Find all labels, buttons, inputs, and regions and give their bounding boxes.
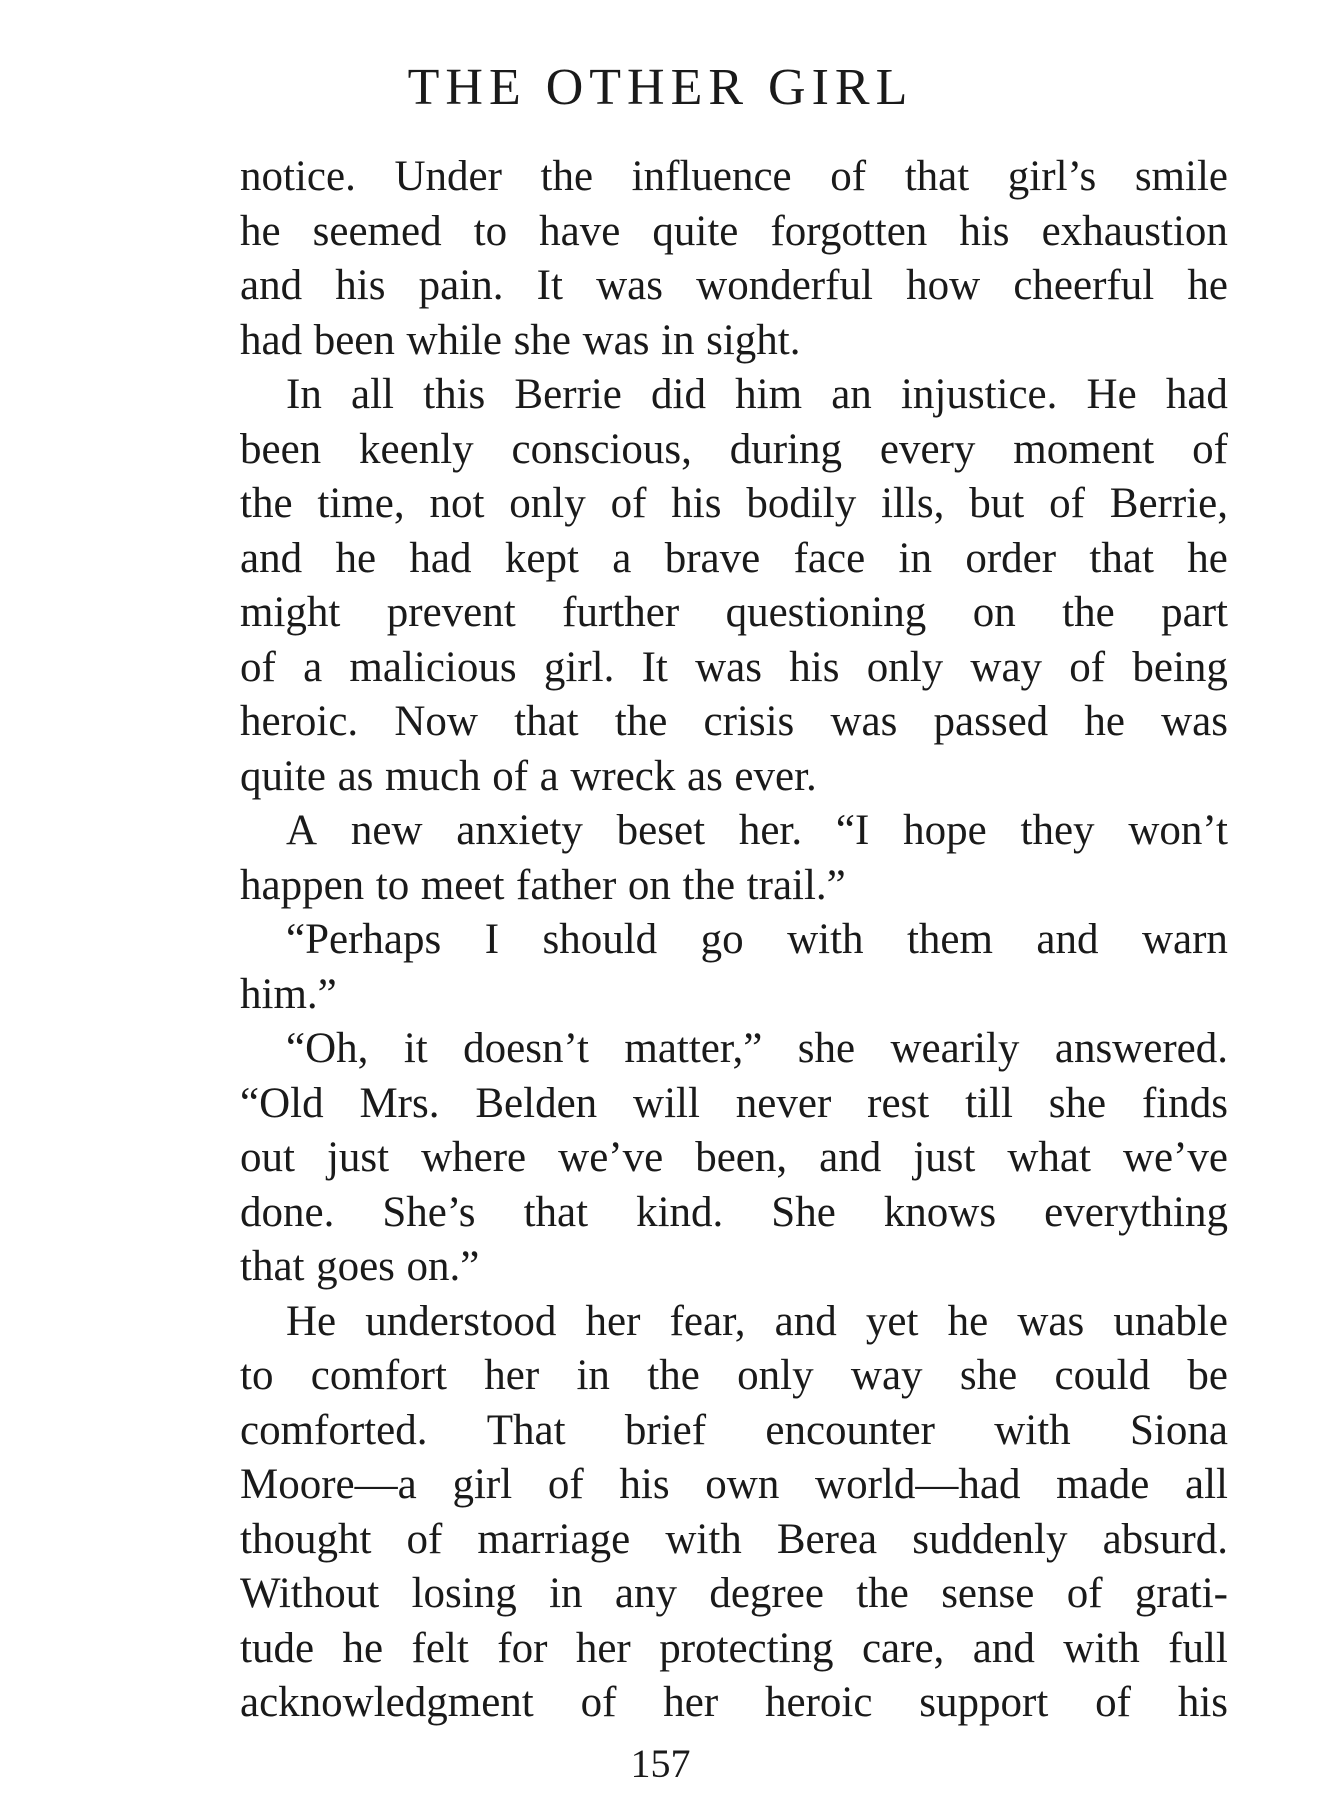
word: all	[350, 371, 394, 418]
word: further	[562, 589, 680, 636]
word: till	[965, 1079, 1013, 1127]
word: could	[1054, 1352, 1151, 1399]
word: her	[663, 1679, 719, 1726]
word: he	[335, 534, 377, 582]
word: degree	[709, 1570, 824, 1617]
word: will	[633, 1079, 700, 1127]
word: did	[651, 371, 706, 418]
text-line	[240, 314, 1228, 369]
word: of	[406, 1515, 443, 1563]
text-line	[240, 1567, 1228, 1622]
word: Under	[394, 153, 502, 200]
word: girl	[452, 1461, 513, 1508]
word: in	[661, 316, 695, 364]
word: and	[240, 534, 303, 582]
word: comforted.	[240, 1406, 428, 1454]
word: of	[610, 480, 647, 527]
word: during	[729, 425, 843, 473]
word: was	[695, 643, 762, 691]
word: of	[492, 752, 529, 800]
word: out	[240, 1134, 295, 1181]
word: sight.	[706, 316, 801, 364]
word: that	[523, 1188, 589, 1236]
word: it	[403, 1025, 428, 1072]
word: fear,	[669, 1297, 746, 1345]
text-line	[240, 804, 1228, 859]
word: heroic.	[240, 698, 359, 745]
text-line	[240, 859, 1228, 914]
text-line	[240, 259, 1228, 314]
word: them	[906, 916, 993, 963]
word: thought	[240, 1515, 372, 1563]
word: understood	[365, 1297, 557, 1345]
word: girl’s	[1007, 153, 1097, 200]
word: absurd.	[1102, 1515, 1228, 1563]
word: goes	[316, 1243, 395, 1290]
text-line	[240, 1513, 1228, 1568]
word: He	[286, 1297, 337, 1345]
word: won’t	[1128, 807, 1228, 854]
word: of	[1049, 480, 1085, 527]
word: of	[580, 1679, 617, 1726]
word: of	[1192, 425, 1228, 473]
word: the	[614, 698, 668, 745]
word: kind.	[636, 1188, 724, 1236]
text-line	[240, 1077, 1228, 1132]
text-line	[240, 1186, 1228, 1241]
word: to	[240, 1352, 274, 1399]
word: and	[1036, 916, 1099, 963]
word: him.”	[240, 970, 337, 1018]
word: and	[819, 1134, 882, 1181]
word: the	[856, 1570, 909, 1617]
word: only	[509, 480, 586, 527]
word: his	[959, 207, 1010, 255]
word: go	[700, 916, 744, 963]
word: her	[585, 1297, 641, 1345]
word: for	[497, 1624, 548, 1672]
word: on.”	[406, 1243, 480, 1290]
word: every	[879, 425, 976, 473]
word: and	[972, 1624, 1035, 1672]
word: brave	[664, 534, 761, 582]
word: comfort	[310, 1352, 447, 1399]
word: he	[342, 1624, 384, 1672]
word: in	[549, 1570, 583, 1617]
word: his	[671, 480, 722, 527]
word: support	[919, 1679, 1049, 1726]
word: her.	[738, 807, 803, 854]
word: of	[547, 1461, 584, 1508]
word: ever.	[734, 752, 817, 800]
word: injustice.	[900, 371, 1058, 418]
word: only	[737, 1352, 814, 1399]
word: that	[514, 698, 579, 745]
word: had	[1165, 371, 1228, 418]
word: grati-	[1134, 1570, 1228, 1617]
word: own	[705, 1461, 780, 1508]
word: It	[536, 262, 563, 309]
word: girl.	[543, 643, 615, 691]
word: wonderful	[696, 262, 873, 309]
word: on	[972, 589, 1016, 636]
word: she	[513, 316, 571, 364]
word: A	[286, 807, 318, 854]
word: bodily	[746, 480, 857, 527]
word: matter,”	[624, 1025, 763, 1072]
word: that	[904, 153, 970, 200]
text-line	[240, 1131, 1228, 1186]
word: made	[1056, 1461, 1150, 1508]
word: her	[575, 1624, 631, 1672]
word: but	[969, 480, 1025, 527]
word: ills,	[881, 480, 945, 527]
word: was	[1017, 1297, 1085, 1345]
word: an	[831, 371, 872, 418]
word: with	[665, 1515, 742, 1563]
word: face	[793, 534, 866, 582]
text-line	[240, 641, 1228, 696]
word: protecting	[659, 1624, 834, 1672]
word: “Perhaps	[286, 916, 442, 963]
word: we’ve	[1122, 1134, 1228, 1181]
word: anxiety	[456, 807, 583, 854]
word: way	[850, 1352, 923, 1399]
word: should	[542, 916, 658, 963]
word: Moore—a	[240, 1461, 417, 1508]
word: sense	[941, 1570, 1035, 1617]
word: of	[240, 643, 276, 691]
word: Berrie,	[1109, 480, 1228, 527]
word: exhaustion	[1041, 207, 1228, 255]
word: Belden	[475, 1079, 598, 1127]
word: He	[1086, 371, 1137, 418]
word: wreck	[570, 752, 676, 800]
word: encounter	[765, 1406, 935, 1454]
running-head: THE OTHER GIRL	[407, 59, 914, 116]
word: with	[1063, 1624, 1140, 1672]
text-line	[240, 750, 1228, 805]
word: just	[913, 1134, 976, 1181]
text-line	[240, 1022, 1228, 1077]
text-line	[240, 968, 1228, 1023]
word: while	[406, 316, 503, 364]
word: marriage	[477, 1515, 631, 1563]
word: be	[1187, 1352, 1228, 1399]
word: a	[303, 643, 323, 691]
word: Berrie	[514, 371, 622, 418]
text-line	[240, 1404, 1228, 1459]
word: and	[240, 262, 303, 309]
word: order	[965, 534, 1057, 582]
word: time,	[317, 480, 405, 527]
word: of	[1095, 1679, 1131, 1726]
word: how	[906, 262, 981, 309]
word: finds	[1141, 1079, 1228, 1127]
word: have	[539, 207, 621, 255]
word: beset	[616, 807, 706, 854]
word: any	[614, 1570, 677, 1617]
word: not	[429, 480, 485, 527]
word: I	[484, 916, 500, 963]
word: all	[1184, 1461, 1228, 1508]
word: Berea	[776, 1515, 878, 1563]
word: That	[486, 1406, 566, 1454]
word: smile	[1134, 153, 1228, 200]
word: pain.	[418, 262, 504, 309]
word: She’s	[382, 1188, 476, 1236]
word: way	[970, 643, 1043, 691]
word: new	[350, 807, 423, 854]
word: might	[240, 589, 341, 636]
word: this	[423, 371, 486, 418]
word: the	[682, 861, 736, 909]
word: prevent	[386, 589, 516, 636]
text-line	[240, 1458, 1228, 1513]
word: wearily	[890, 1025, 1020, 1072]
word: a	[539, 752, 559, 800]
word: losing	[411, 1570, 517, 1617]
word: the	[540, 153, 594, 200]
word: him	[735, 371, 803, 418]
word: crisis	[703, 698, 795, 745]
text-line	[240, 423, 1228, 478]
word: the	[1062, 589, 1115, 636]
word: where	[421, 1134, 527, 1181]
word: moment	[1013, 425, 1155, 473]
word: to	[375, 861, 410, 909]
word: just	[326, 1134, 390, 1181]
word: been	[313, 316, 395, 364]
word: seemed	[312, 207, 442, 255]
word: with	[994, 1406, 1071, 1454]
word: kept	[504, 534, 579, 582]
word: to	[473, 207, 508, 255]
word: She	[771, 1188, 836, 1236]
word: felt	[411, 1624, 469, 1672]
word: part	[1161, 589, 1228, 636]
word: as	[337, 752, 374, 800]
word: she	[1048, 1079, 1107, 1127]
word: rest	[867, 1079, 930, 1127]
word: tude	[240, 1624, 315, 1672]
word: his	[335, 262, 386, 309]
word: passed	[933, 698, 1049, 745]
word: he	[240, 207, 281, 255]
word: yet	[865, 1297, 919, 1345]
word: malicious	[349, 643, 517, 691]
word: she	[797, 1025, 856, 1072]
word: being	[1132, 643, 1228, 691]
word: and	[774, 1297, 837, 1345]
text-line	[240, 477, 1228, 532]
word: knows	[883, 1188, 997, 1236]
word: hope	[903, 807, 987, 854]
word: they	[1020, 807, 1095, 854]
text-line	[240, 205, 1228, 260]
word: his	[1177, 1679, 1228, 1726]
text-line	[240, 1622, 1228, 1677]
word: in	[576, 1352, 610, 1399]
text-line	[240, 150, 1228, 205]
word: the	[647, 1352, 700, 1399]
word: what	[1007, 1134, 1091, 1181]
word: was	[830, 698, 898, 745]
word: quite	[652, 207, 739, 255]
word: never	[735, 1079, 832, 1127]
word: “Oh,	[286, 1025, 369, 1072]
text-line	[240, 1349, 1228, 1404]
word: cheerful	[1013, 262, 1155, 309]
word: keenly	[359, 425, 474, 473]
word: doesn’t	[463, 1025, 589, 1072]
word: meet	[420, 861, 505, 909]
word: had	[409, 534, 472, 582]
word: full	[1168, 1624, 1228, 1672]
word: heroic	[765, 1679, 873, 1726]
word: quite	[240, 752, 326, 800]
word: on	[627, 861, 671, 909]
word: of	[830, 153, 867, 200]
word: he	[1187, 534, 1228, 582]
word: with	[787, 916, 864, 963]
page-number: 157	[630, 1741, 691, 1786]
word: influence	[631, 153, 792, 200]
text-line	[240, 913, 1228, 968]
word: “I	[835, 807, 870, 854]
word: was	[596, 262, 663, 309]
word: his	[789, 643, 840, 691]
word: It	[641, 643, 668, 691]
word: done.	[240, 1188, 335, 1236]
word: he	[1084, 698, 1125, 745]
word: questioning	[725, 589, 927, 636]
word: forgotten	[770, 207, 928, 255]
word: conscious,	[511, 425, 692, 473]
word: “Old	[240, 1079, 324, 1127]
word: unable	[1113, 1297, 1228, 1345]
text-line	[240, 1240, 1228, 1295]
text-line	[240, 1676, 1228, 1731]
word: was	[582, 316, 650, 364]
word: the	[240, 480, 293, 527]
word: that	[1089, 534, 1154, 582]
word: care,	[861, 1624, 945, 1672]
word: that	[240, 1243, 305, 1290]
word: world—had	[815, 1461, 1021, 1508]
word: much	[385, 752, 481, 800]
word: In	[286, 371, 322, 418]
word: Now	[394, 698, 478, 745]
word: been	[240, 425, 322, 473]
text-line	[240, 695, 1228, 750]
word: Without	[240, 1570, 380, 1617]
text-line	[240, 368, 1228, 423]
word: everything	[1044, 1188, 1228, 1236]
word: he	[1187, 262, 1228, 309]
word: only	[866, 643, 944, 691]
word: her	[484, 1352, 540, 1399]
word: brief	[624, 1406, 707, 1454]
body-text	[240, 150, 1228, 1731]
word: was	[1161, 698, 1228, 745]
word: answered.	[1054, 1025, 1228, 1072]
word: he	[947, 1297, 989, 1345]
word: we’ve	[558, 1134, 664, 1181]
text-line	[240, 1295, 1228, 1350]
word: as	[686, 752, 723, 800]
word: Mrs.	[359, 1079, 440, 1127]
word: been,	[695, 1134, 788, 1181]
word: Siona	[1129, 1406, 1228, 1454]
word: of	[1069, 643, 1106, 691]
word: happen	[240, 861, 365, 909]
text-line	[240, 532, 1228, 587]
word: notice.	[240, 153, 356, 200]
word: she	[959, 1352, 1018, 1399]
word: of	[1066, 1570, 1103, 1617]
word: a	[612, 534, 632, 582]
word: warn	[1141, 916, 1228, 963]
word: trail.”	[746, 861, 846, 909]
word: father	[516, 861, 617, 909]
word: acknowledgment	[240, 1679, 534, 1726]
word: had	[240, 316, 303, 364]
word: in	[898, 534, 932, 582]
word: his	[619, 1461, 670, 1508]
word: suddenly	[912, 1515, 1068, 1563]
text-line	[240, 586, 1228, 641]
